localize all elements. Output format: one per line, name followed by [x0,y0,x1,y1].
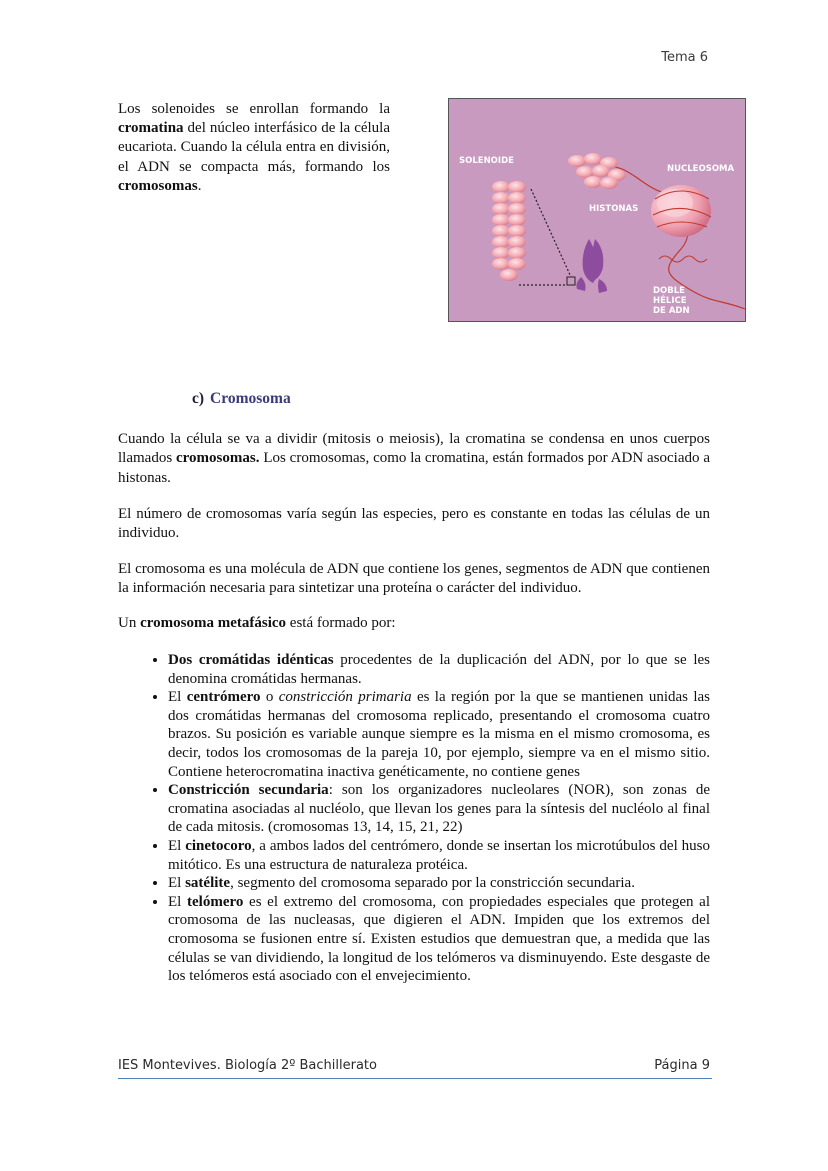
section-letter: c) [192,390,205,407]
list-item: • El telómero es el extremo del cromosoma, con propiedades especiales que protegen al cromosoma de las nucleasas, que digieren el ADN. Impiden que los extremos del cromosoma se fusionen entre sí. Existen estudios que demuestran que, a medida que las células se van dividiendo, la longitud de los telómeros va disminuyendo. Este desgaste de los telómeros está asociado con el envejecimiento. [168,893,710,986]
page-number: Página 9 [654,1058,710,1073]
label-nucleosoma: NUCLEOSOMA [667,164,735,174]
paragraph-1: Cuando la célula se va a dividir (mitosis o meiosis), la cromatina se condensa en unos cuerpos llamados cromosomas. Los cromosomas, como la cromatina, están formados por ADN asociado a histonas. [118,431,711,486]
term-cromatina: cromatina [118,120,184,137]
chromosome-shape [577,239,608,293]
zoom-lines [519,189,571,285]
nucleosome-detail [651,185,711,237]
list-item: • El satélite, segmento del cromosoma separado por la constricción secundaria. [168,874,710,893]
paragraph-2: El número de cromosomas varía según las especies, pero es constante en todas las células de un individuo. [118,506,710,542]
list-item: • El centrómero o constricción primaria es la región por la que se mantienen unidas las dos cromátidas hermanas del cromosoma replicado, presentando el cromosoma cuatro brazos. Su posición es variable aunque siempre es la misma en el mismo cromosoma, es decir, todos los cromosomas de la pareja 10, por ejemplo, siempre va en el mismo sitio. Contiene heterocromatina inactiva genéticamente, no contiene genes [168,688,710,781]
double-helix [659,256,707,262]
label-doble: DOBLE [653,286,685,296]
page-footer [118,1058,712,1079]
page-header-topic: Tema 6 [661,50,708,65]
list-item: • Dos cromátidas idénticas procedentes de la duplicación del ADN, por lo que se les denomina cromátidas hermanas. [168,651,710,688]
chromosome-zoom-box [567,277,575,285]
section-heading [192,390,291,408]
nucleosome-cluster [568,153,626,189]
chromosome-parts-list [118,651,710,986]
footer-school: IES Montevives. Biología 2º Bachillerato [118,1058,377,1073]
section-title: Cromosoma [210,390,291,407]
list-item: • Constricción secundaria: son los organizadores nucleolares (NOR), son zonas de cromatina asociadas al nucléolo, que llevan los genes para la síntesis del nucléolo al final de cada mitosis. (cromosomas 13, 14, 15, 21, 22) [168,781,710,837]
label-de-adn: DE ADN [653,306,690,316]
intro-paragraph: Los solenoides se enrollan formando la cromatina del núcleo interfásico de la célula eucariota. Cuando la célula entra en división, el ADN se compacta más, formando los cromosomas. [118,101,390,194]
label-histonas: HISTONAS [589,204,639,214]
chromatin-illustration [448,98,746,322]
list-item: • El cinetocoro, a ambos lados del centrómero, donde se insertan los microtúbulos del huso mitótico. Es una estructura de naturaleza protéica. [168,837,710,874]
term-cromosomas: cromosomas [118,177,198,194]
paragraph-4: Un cromosoma metafásico está formado por: [118,615,396,631]
paragraph-3: El cromosoma es una molécula de ADN que contiene los genes, segmentos de ADN que contienen la información necesaria para sintetizar una proteína o carácter del individuo. [118,561,710,597]
solenoid-column [492,181,526,281]
label-helice: HÉLICE [653,296,687,306]
label-solenoide: SOLENOIDE [459,156,514,166]
